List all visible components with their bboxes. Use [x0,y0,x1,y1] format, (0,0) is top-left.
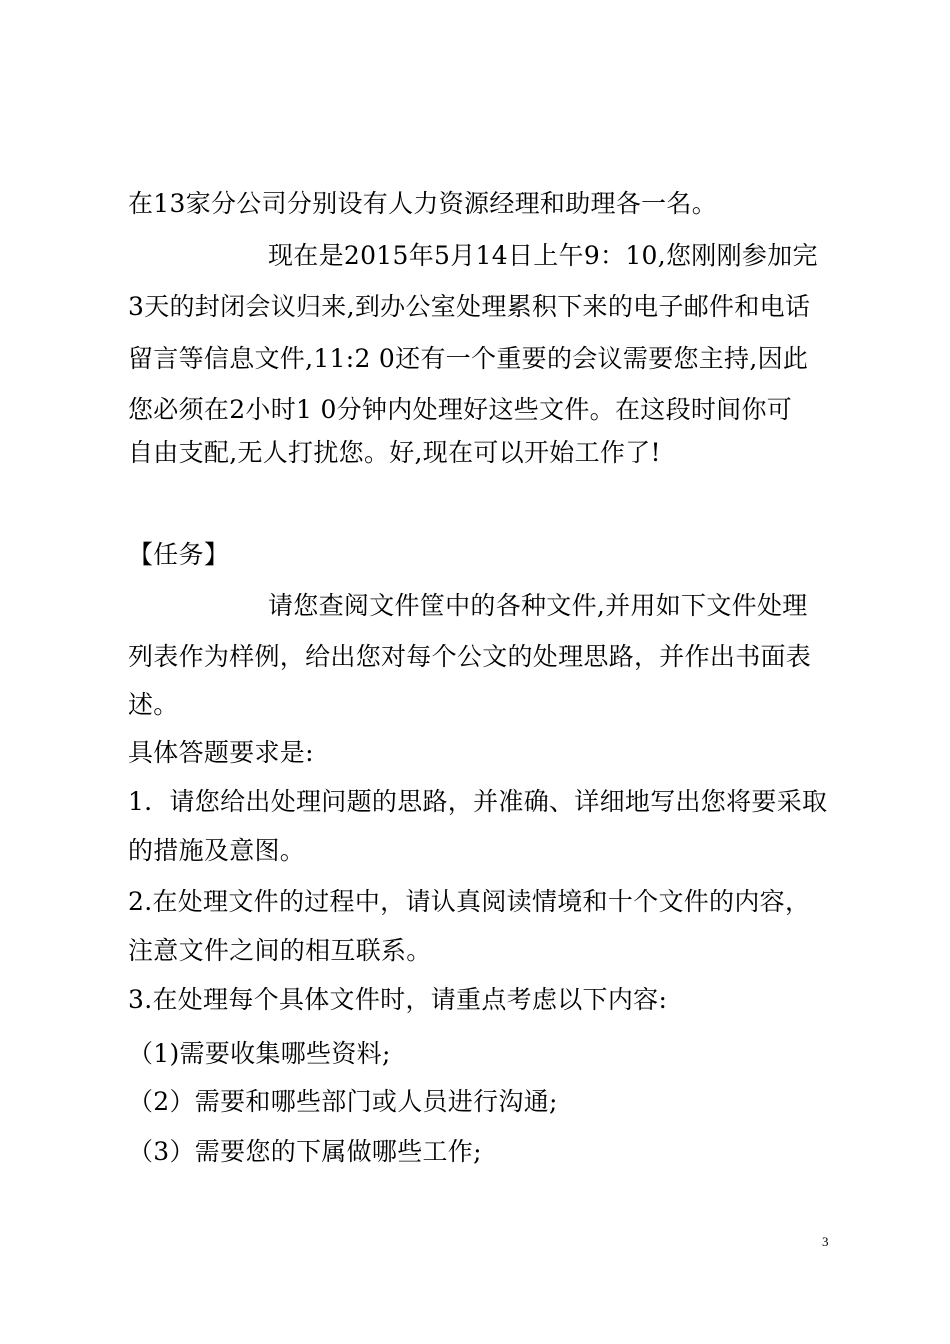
intro-line-1: 在13家分公司分别设有人力资源经理和助理各一名。 [128,189,718,218]
requirements-heading: 具体答题要求是: [128,738,314,767]
intro-line-2: 现在是2015年5月14日上午9：10,您刚刚参加完 [268,241,818,270]
intro-line-4: 留言等信息文件,11:2 0还有一个重要的会议需要您主持,因此 [128,344,809,373]
sub-item-1: （1)需要收集哪些资料; [128,1039,391,1068]
task-heading: 【任务】 [128,540,230,569]
requirement-line-1: 1．请您给出处理问题的思路，并准确、详细地写出您将要采取 [128,787,828,816]
page-number: 3 [822,1234,829,1249]
requirement-line-4: 注意文件之间的相互联系。 [128,936,432,965]
task-line-1: 请您查阅文件筐中的各种文件,并用如下文件处理 [268,591,808,620]
sub-item-2: （2）需要和哪些部门或人员进行沟通; [128,1087,558,1116]
requirement-line-3: 2.在处理文件的过程中，请认真阅读情境和十个文件的内容， [128,887,811,916]
requirement-line-5: 3.在处理每个具体文件时，请重点考虑以下内容: [128,985,668,1014]
intro-line-5: 您必须在2小时1 0分钟内处理好这些文件。在这段时间你可 [128,395,793,424]
task-line-2: 列表作为样例，给出您对每个公文的处理思路，并作出书面表 [128,642,812,671]
intro-line-3: 3天的封闭会议归来,到办公室处理累积下来的电子邮件和电话 [128,292,811,321]
task-line-3: 述。 [128,690,179,719]
requirement-line-2: 的措施及意图。 [128,836,306,865]
intro-line-6: 自由支配,无人打扰您。好,现在可以开始工作了! [128,438,661,467]
sub-item-3: （3）需要您的下属做哪些工作; [128,1137,482,1166]
